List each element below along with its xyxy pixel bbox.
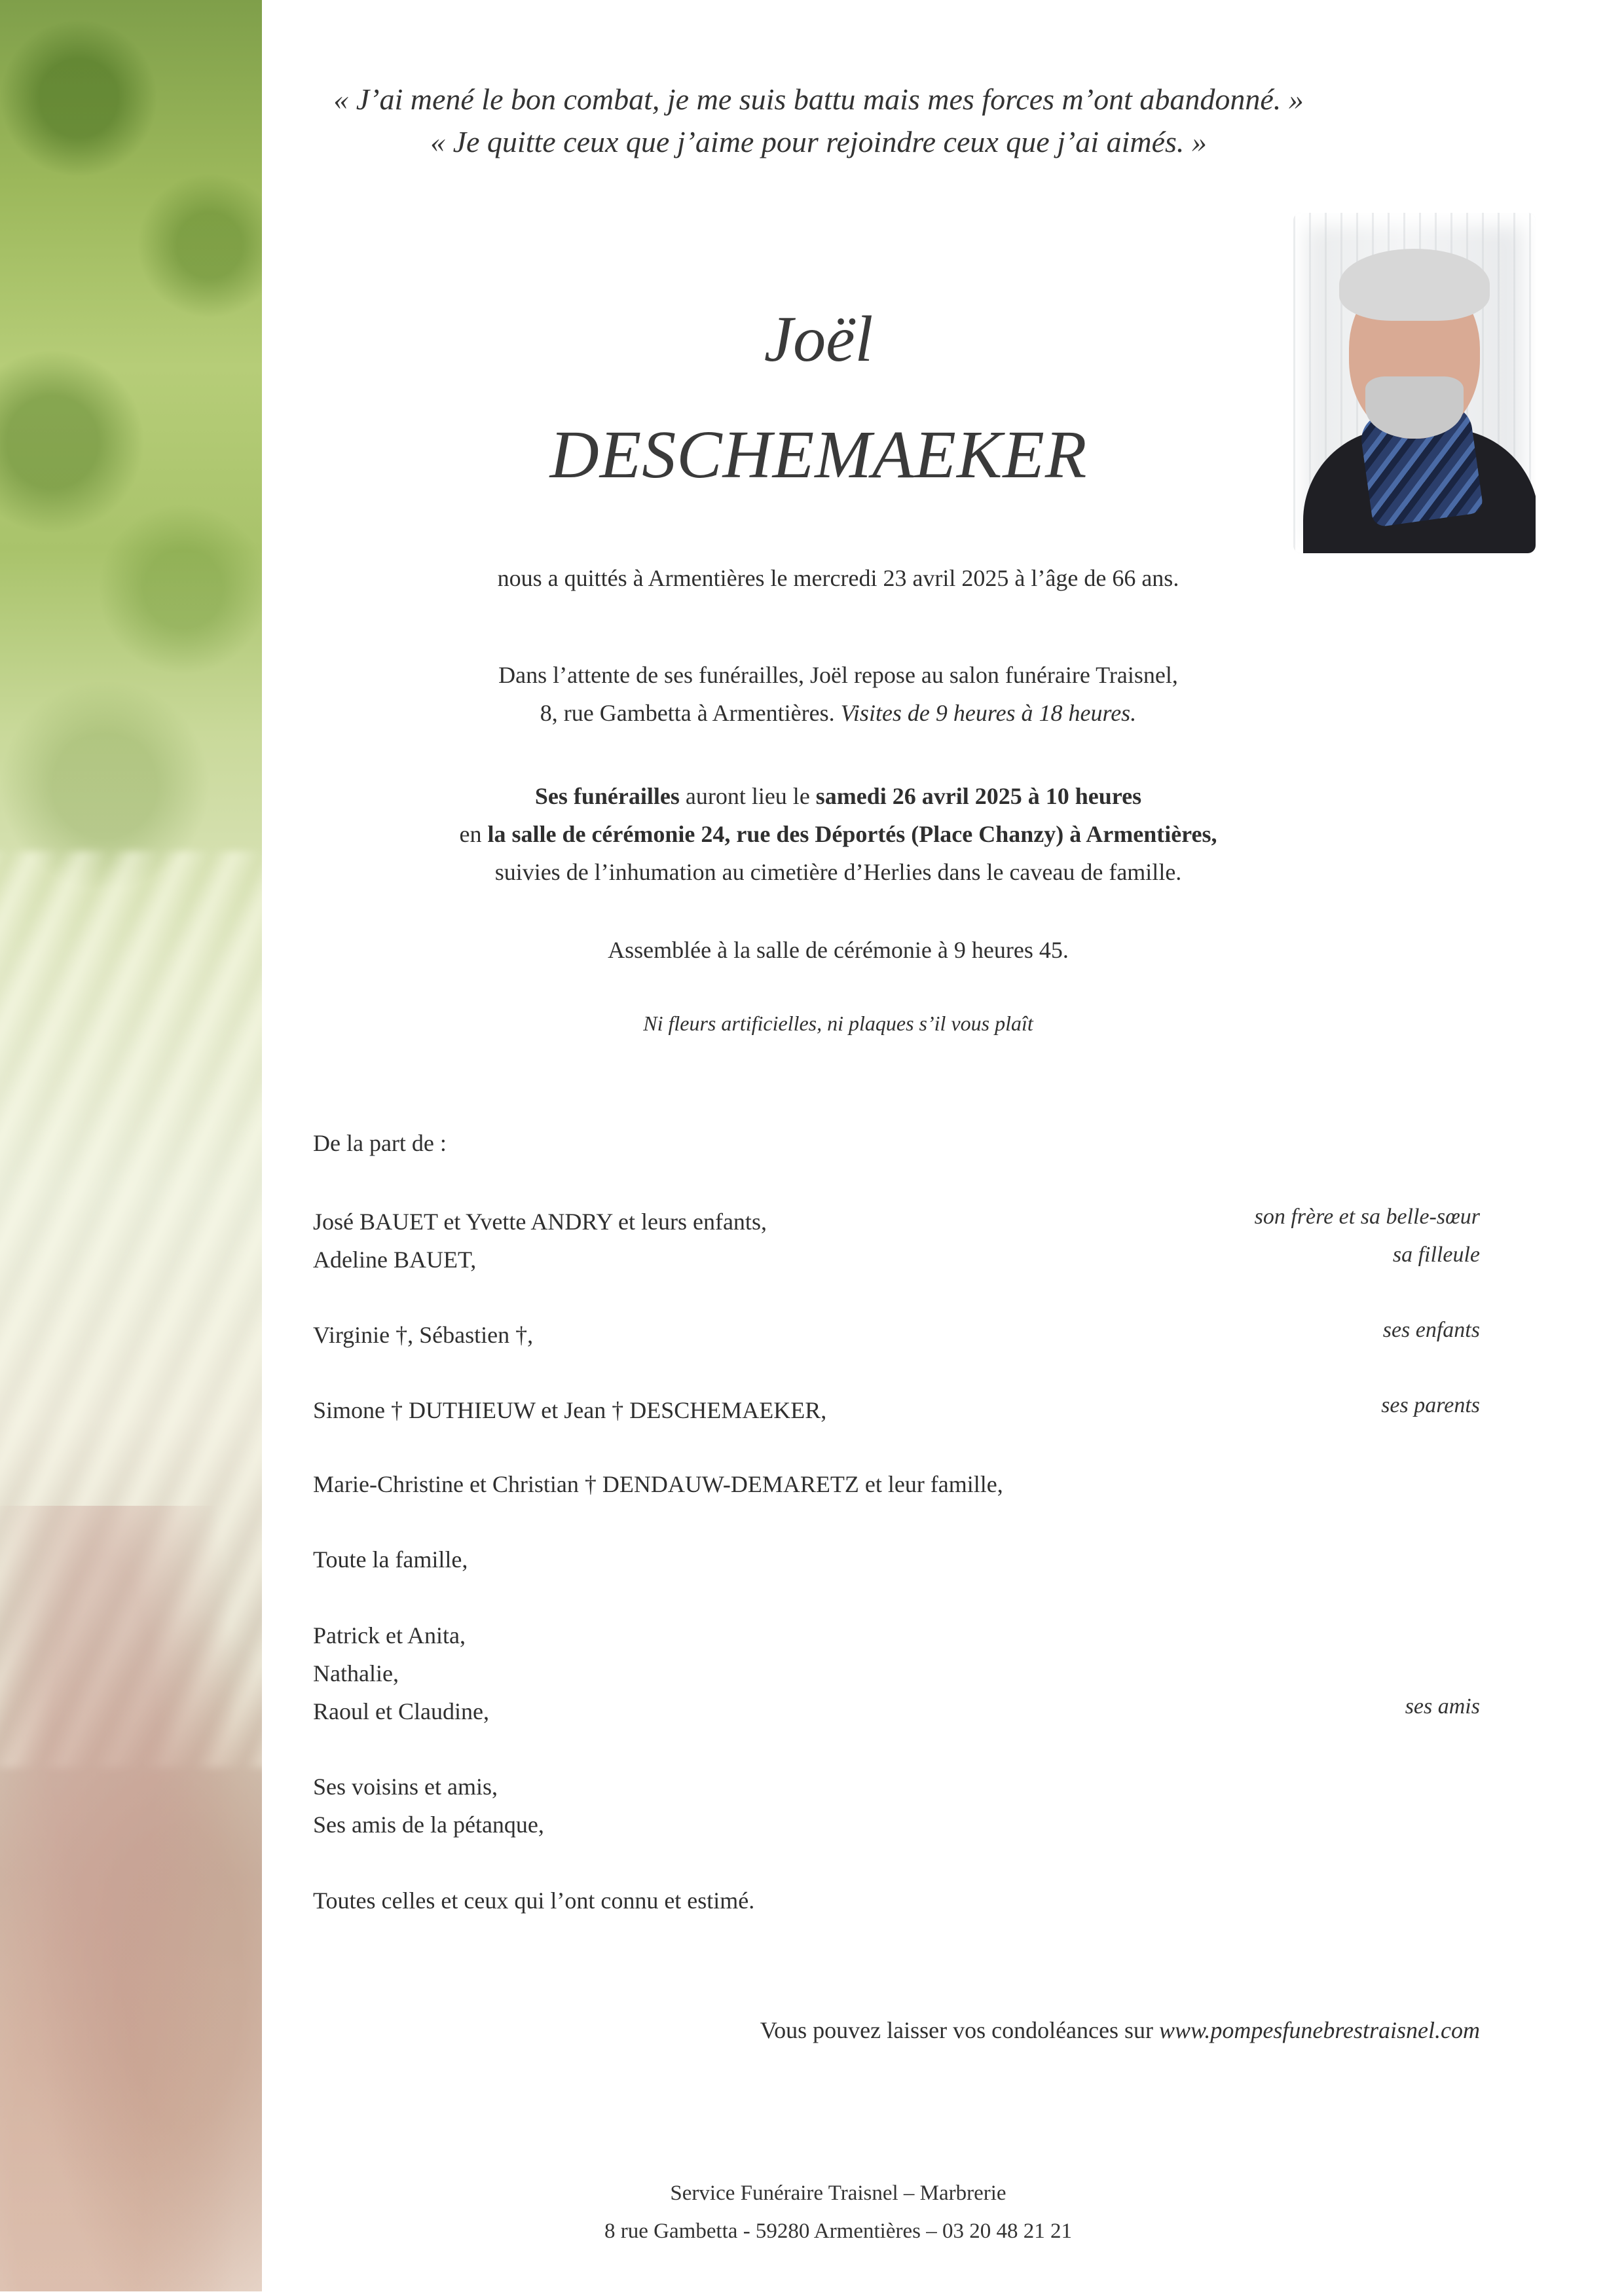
funeral-venue: la salle de cérémonie 24, rue des Déportés (Place Chanzy) à Armentières, bbox=[487, 821, 1217, 847]
condolences-text: Vous pouvez laisser vos condoléances sur bbox=[760, 2017, 1160, 2043]
epigraph-line-2: « Je quitte ceux que j’aime pour rejoindre ceux que j’ai aimés. » bbox=[430, 125, 1207, 158]
family-entry-left: Ses amis de la pétanque, bbox=[313, 1812, 544, 1838]
condolences-url[interactable]: www.pompesfunebrestraisnel.com bbox=[1159, 2017, 1480, 2043]
funeral-date: samedi 26 avril 2025 à 10 heures bbox=[815, 783, 1142, 809]
funeral-service-address: 8 rue Gambetta - 59280 Armentières – 03 20 48 21 21 bbox=[604, 2219, 1072, 2243]
family-entry-relation: sa filleule bbox=[1392, 1243, 1480, 1267]
funeral-label: Ses funérailles bbox=[534, 783, 680, 809]
family-entry-left: Marie-Christine et Christian † DENDAUW-DEMARETZ et leur famille, bbox=[313, 1471, 1003, 1497]
repose-line-1: Dans l’attente de ses funérailles, Joël repose au salon funéraire Traisnel, bbox=[498, 662, 1178, 688]
funeral-line-1 bbox=[275, 782, 1401, 810]
portrait-photo bbox=[1293, 213, 1536, 553]
repose-address: 8, rue Gambetta à Armentières. bbox=[540, 700, 841, 726]
funeral-service-name: Service Funéraire Traisnel – Marbrerie bbox=[670, 2181, 1006, 2205]
epigraph-line-1: « J’ai mené le bon combat, je me suis battu mais mes forces m’ont abandonné. » bbox=[333, 82, 1304, 116]
funeral-connector: auront lieu le bbox=[679, 783, 816, 809]
from-label: De la part de : bbox=[313, 1130, 447, 1156]
family-entry-left: Simone † DUTHIEUW et Jean † DESCHEMAEKER, bbox=[313, 1397, 827, 1423]
foliage-canopy bbox=[0, 0, 262, 982]
forest-path-border-image bbox=[0, 0, 262, 2291]
family-entry-left: Toute la famille, bbox=[313, 1546, 468, 1573]
portrait-beard bbox=[1365, 376, 1464, 439]
death-announcement: nous a quittés à Armentières le mercredi 23 avril 2025 à l’âge de 66 ans. bbox=[497, 565, 1179, 591]
family-entry-left: Ses voisins et amis, bbox=[313, 1774, 498, 1800]
family-entry-left: José BAUET et Yvette ANDRY et leurs enfants, bbox=[313, 1209, 767, 1235]
family-entry-relation: ses enfants bbox=[1382, 1318, 1480, 1342]
condolences-line bbox=[760, 2016, 1480, 2044]
family-entry-left: Toutes celles et ceux qui l’ont connu et estimé. bbox=[313, 1887, 755, 1914]
family-entry-left: Patrick et Anita, bbox=[313, 1622, 466, 1649]
family-entry-left: Nathalie, bbox=[313, 1660, 399, 1686]
family-entry-relation: son frère et sa belle-sœur bbox=[1254, 1205, 1480, 1229]
repose-line-2 bbox=[275, 699, 1401, 727]
burial-line: suivies de l’inhumation au cimetière d’Herlies dans le caveau de famille. bbox=[494, 859, 1182, 885]
visiting-hours: Visites de 9 heures à 18 heures. bbox=[840, 700, 1137, 726]
family-entry-left: Adeline BAUET, bbox=[313, 1247, 477, 1273]
forest-road bbox=[0, 1506, 262, 2291]
no-flowers-note: Ni fleurs artificielles, ni plaques s’il vous plaît bbox=[643, 1011, 1033, 1035]
family-entry-relation: ses parents bbox=[1381, 1393, 1480, 1417]
assembly-line: Assemblée à la salle de cérémonie à 9 heures 45. bbox=[608, 937, 1069, 963]
deceased-first-name: Joël bbox=[764, 302, 874, 375]
family-entry-left: Raoul et Claudine, bbox=[313, 1698, 489, 1724]
family-entry-relation: ses amis bbox=[1405, 1694, 1480, 1719]
funeral-line-2 bbox=[275, 820, 1401, 848]
funeral-en: en bbox=[459, 821, 488, 847]
family-entry-left: Virginie †, Sébastien †, bbox=[313, 1322, 534, 1348]
deceased-last-name: DESCHEMAEKER bbox=[549, 417, 1088, 492]
